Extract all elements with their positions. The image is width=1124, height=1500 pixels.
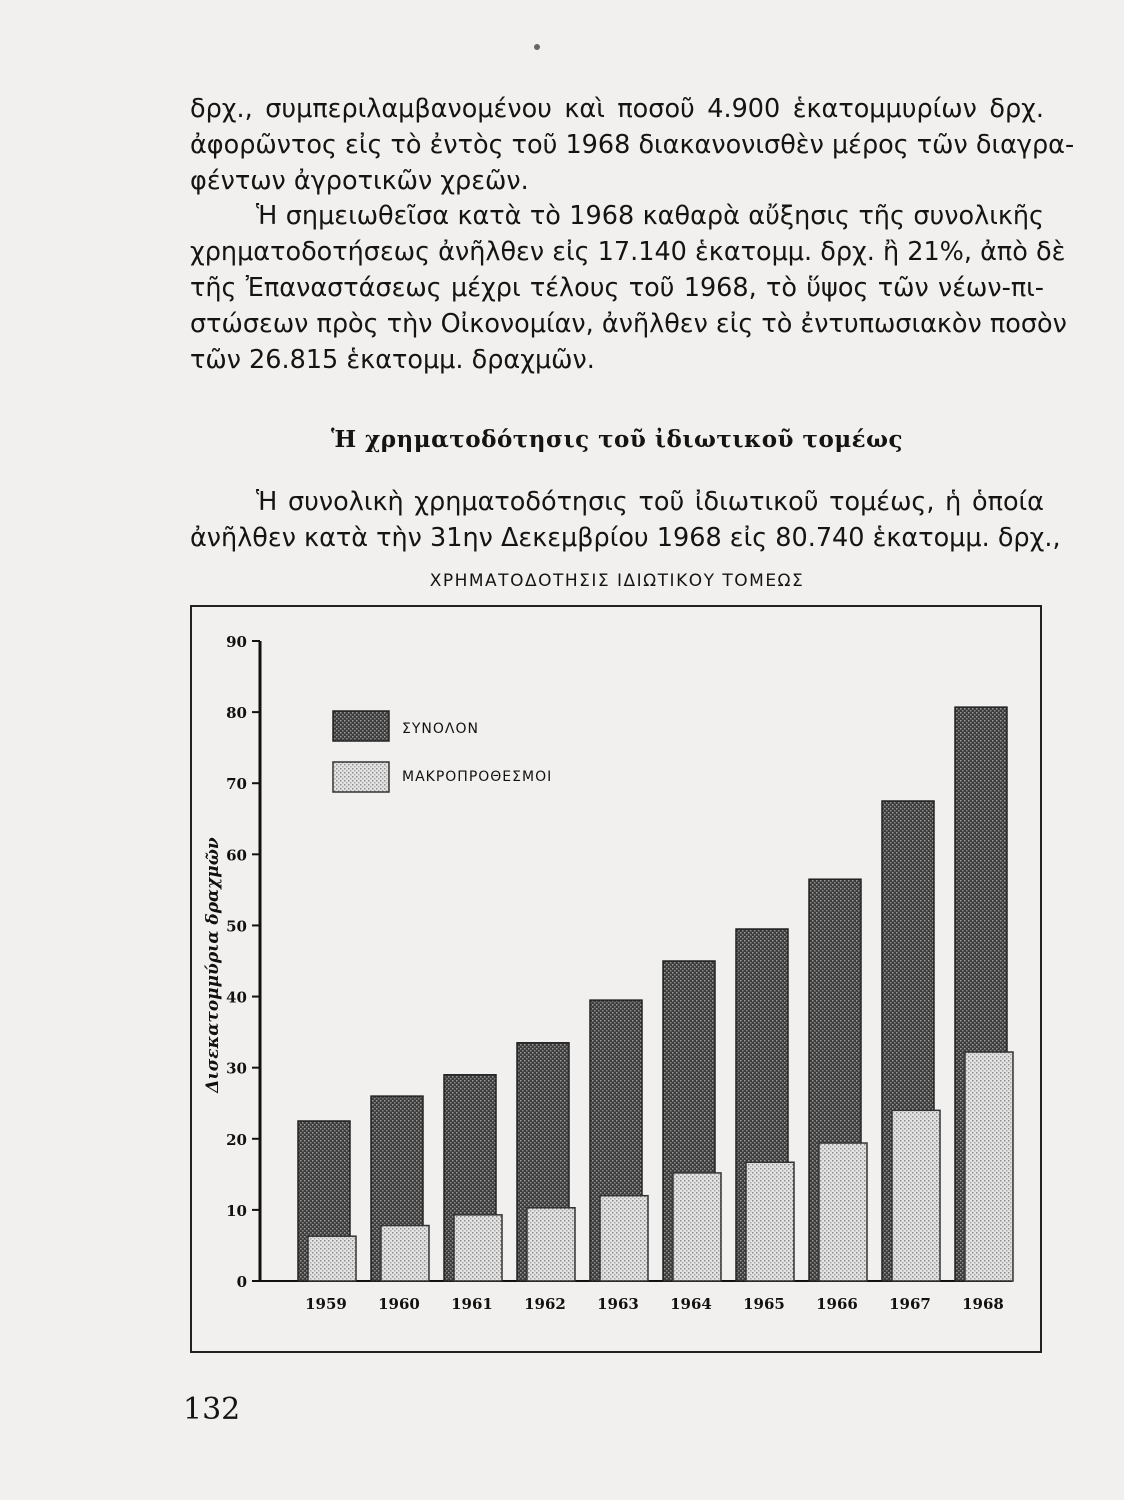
bar-long-term-1960 xyxy=(381,1226,429,1281)
x-tick-label: 1967 xyxy=(889,1295,931,1313)
text-line: ἀνῆλθεν κατὰ τὴν 31ην Δεκεμβρίου 1968 εἰς 80.740 ἑκατομμ. δρχ., xyxy=(190,523,1061,553)
y-tick-label: 90 xyxy=(226,633,247,651)
x-tick-label: 1965 xyxy=(743,1295,785,1313)
text-line: ἀφορῶντος εἰς τὸ ἐντὸς τοῦ 1968 διακανονισθὲν μέρος τῶν διαγρα- xyxy=(190,130,1075,160)
y-tick-label: 80 xyxy=(226,704,247,723)
bar-long-term-1967 xyxy=(892,1110,940,1281)
bar-long-term-1968 xyxy=(965,1052,1013,1281)
y-tick-label: 50 xyxy=(226,917,247,936)
y-tick-label: 40 xyxy=(226,988,247,1007)
bar-long-term-1959 xyxy=(308,1236,356,1281)
x-tick-label: 1963 xyxy=(597,1295,639,1313)
text-line: Ἡ συνολικὴ χρηματοδότησις τοῦ ἰδιωτικοῦ τομέως, ἡ ὁποία xyxy=(256,487,1044,517)
text-line: χρηματοδοτήσεως ἀνῆλθεν εἰς 17.140 ἑκατομμ. δρχ. ἢ 21%, ἀπὸ δὲ xyxy=(190,237,1066,267)
x-tick-label: 1964 xyxy=(670,1295,712,1313)
section-heading: Ἡ χρηματοδότησις τοῦ ἰδιωτικοῦ τομέως xyxy=(330,426,904,453)
bar-long-term-1962 xyxy=(527,1208,575,1281)
x-tick-label: 1960 xyxy=(378,1295,420,1313)
x-tick-label: 1959 xyxy=(305,1295,347,1313)
bar-long-term-1964 xyxy=(673,1173,721,1281)
text-line: τῶν 26.815 ἑκατομμ. δραχμῶν. xyxy=(190,345,595,375)
text-line: Ἡ σημειωθεῖσα κατὰ τὸ 1968 καθαρὰ αὔξησις τῆς συνολικῆς xyxy=(256,201,1044,231)
x-tick-label: 1961 xyxy=(451,1295,493,1313)
text-line: φέντων ἀγροτικῶν χρεῶν. xyxy=(190,166,529,196)
text-line: στώσεων πρὸς τὴν Οἰκονομίαν, ἀνῆλθεν εἰς τὸ ἐντυπωσιακὸν ποσὸν xyxy=(190,309,1067,339)
y-tick-label: 70 xyxy=(226,775,247,794)
x-tick-label: 1966 xyxy=(816,1295,858,1313)
y-tick-label: 10 xyxy=(226,1201,247,1220)
y-axis-label: Δισεκατομμύρια δραχμῶν xyxy=(203,837,223,1093)
text-line: τῆς Ἐπαναστάσεως μέχρι τέλους τοῦ 1968, τὸ ὕψος τῶν νέων-πι- xyxy=(190,273,1044,303)
legend-label-long-term: ΜΑΚΡΟΠΡΟΘΕΣΜΟΙ xyxy=(402,769,553,785)
y-tick-label: 20 xyxy=(226,1130,247,1149)
bar-long-term-1961 xyxy=(454,1215,502,1281)
text-line: δρχ., συμπεριλαμβανομένου καὶ ποσοῦ 4.900 ἑκατομμυρίων δρχ. xyxy=(190,94,1044,124)
y-tick-label: 30 xyxy=(226,1059,247,1078)
y-tick-label: 0 xyxy=(236,1273,247,1291)
bar-long-term-1965 xyxy=(746,1162,794,1281)
chart-title: ΧΡΗΜΑΤΟΔΟΤΗΣΙΣ ΙΔΙΩΤΙΚΟΥ ΤΟΜΕΩΣ xyxy=(429,571,805,591)
x-tick-label: 1962 xyxy=(524,1295,566,1313)
x-tick-label: 1968 xyxy=(962,1295,1004,1313)
y-tick-label: 60 xyxy=(226,846,247,865)
legend-label-total: ΣΥΝΟΛΟΝ xyxy=(402,721,479,737)
bar-long-term-1963 xyxy=(600,1196,648,1281)
legend-swatch-total xyxy=(333,711,389,741)
bar-long-term-1966 xyxy=(819,1143,867,1281)
page-number: 132 xyxy=(183,1392,241,1427)
legend-swatch-long-term xyxy=(333,762,389,792)
